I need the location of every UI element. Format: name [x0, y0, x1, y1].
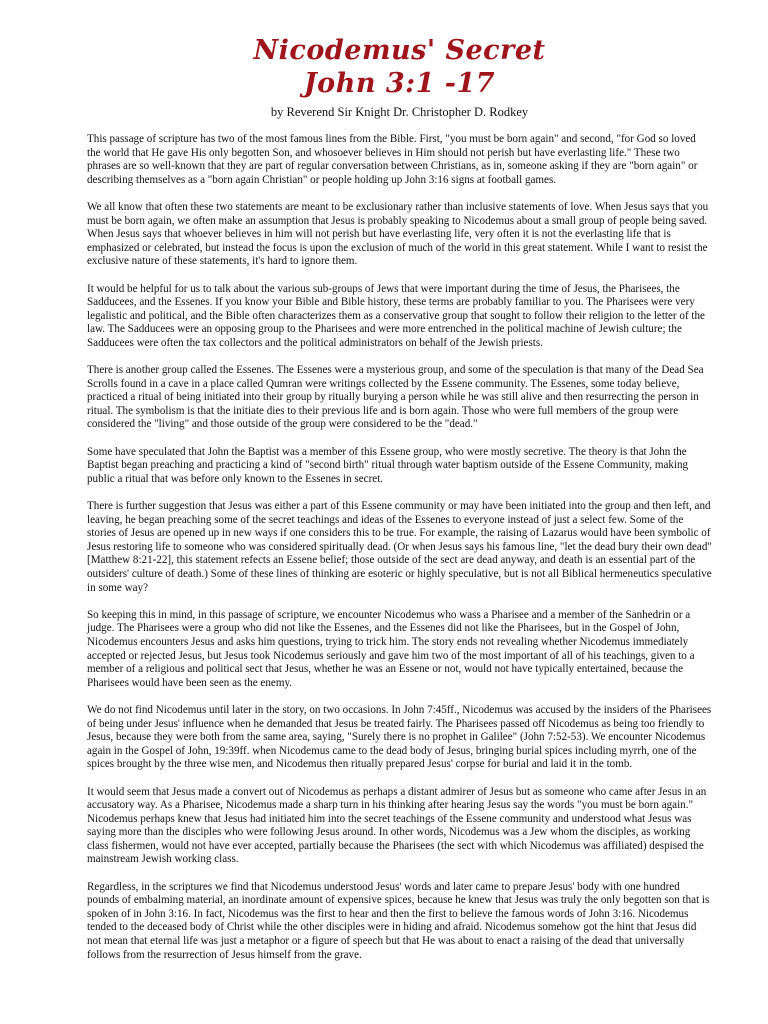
paragraph-7: So keeping this in mind, in this passage of scripture, we encounter Nicodemus who wass a Pharisee and a member of the Sanhedrin or a judge. The Pharisees were a group who did not like the Essenes, and the Essenes did not like the Pharisees, but in the Gospel of John, Nicodemus encounters Jesus and asks him questions, trying to trick him. The story ends not revealing whether Nicodemus immediately accepted or rejected Jesus, but Jesus took Nicodemus seriously and gave him two of the most important of all of his teachings, given to a member of a religious and political sect that Jesus, whether he was an Essene or not, would not have typically entertained, because the Pharisees would have been seen as the enemy. — [87, 608, 695, 689]
paragraph-2: We all know that often these two statements are meant to be exclusionary rather than inclusive statements of love. When Jesus says that you must be born again, we often make an assumption that Jesus is probably speaking to Nicodemus about a small group of people being saved. When Jesus says that whoever believes in him will not perish but have everlasting life, very often it is not the everlasting life that is emphasized or celebrated, but instead the focus is upon the exclusion of much of the world in this great statement. While I want to resist the exclusive nature of these statements, it's hard to ignore them. — [87, 200, 709, 268]
byline: by Reverend Sir Knight Dr. Christopher D. Rodkey — [270, 105, 529, 119]
paragraph-6: There is further suggestion that Jesus was either a part of this Essene community or may have been initiated into the group and then left, and leaving, he began preaching some of the secret teachings and ideas of the Essenes to everyone instead of just a select few. Some of the stories of Jesus are opened up in new ways if one considers this to be true. For example, the raising of Lazarus would have been symbolic of Jesus restoring life to someone who was considered spiritually dead. (Or when Jesus says his famous line, "let the dead bury their own dead" [Matthew 8:21-22], this statement refects an Essene belief; those outside of the sect are dead anyway, and death is an essential part of the outsiders' culture of death.) Some of these lines of thinking are esoteric or highly speculative, but is not all Biblical hermeneutics speculative in some way? — [87, 500, 712, 594]
paragraph-8: We do not find Nicodemus until later in the story, on two occasions. In John 7:45ff., Nicodemus was accused by the insiders of the Pharisees of being under Jesus' influence when he demanded that Jesus be treated fairly. The Pharisees passed off Nicodemus as being too friendly to Jesus, because they were both from the same area, saying, "Surely there is no prophet in Galilee" (John 7:52-53). We encounter Nicodemus again in the Gospel of John, 19:39ff. when Nicodemus came to the dead body of Jesus, bringing burial spices including myrrh, one of the spices brought by the three wise men, and Nicodemus then ritually prepared Jesus' corpse for burial and laid it in the tomb. — [87, 703, 712, 771]
document-title: Nicodemus' Secret — [253, 35, 546, 66]
paragraph-3: It would be helpful for us to talk about the various sub-groups of Jews that were important during the time of Jesus, the Pharisees, the Sadducees, and the Essenes. If you know your Bible and Bible history, these terms are probably familiar to you. The Pharisees were very legalistic and political, and the Bible often characterizes them as a conservative group that sought to follow their religion to the letter of the law. The Sadducees were an opposing group to the Pharisees and were more entrenched in the political machine of Jewish culture; the Sadducees were often the tax collectors and the political administrators on behalf of the Jewish priests. — [87, 282, 705, 349]
paragraph-9: It would seem that Jesus made a convert out of Nicodemus as perhaps a distant admirer of Jesus but as someone who came after Jesus in an accusatory way. As a Pharisee, Nicodemus made a sharp turn in his thinking after hearing Jesus say the words "you must be born again." Nicodemus perhaps knew that Jesus had initiated him into the secret teachings of the Essene community and understood what Jesus was saying more than the disciples who were following Jesus around. In other words, Nicodemus was a Jew whom the disciples, as working class fishermen, would not have ever accepted, partially because the Pharisees (the sect with which Nicodemus was affiliated) despised the mainstream Jewish working class. — [87, 785, 707, 866]
document-subtitle: John 3:1 -17 — [303, 68, 496, 99]
paragraph-10: Regardless, in the scriptures we find that Nicodemus understood Jesus' words and later came to prepare Jesus' body with one hundred pounds of embalming material, an inordinate amount of expensive spices, because he knew that Jesus was truly the only begotten son that is spoken of in John 3:16. In fact, Nicodemus was the first to hear and then the first to believe the famous words of John 3:16. Nicodemus tended to the deceased body of Christ while the other disciples were in hiding and afraid. Nicodemus somehow got the hint that Jesus did not mean that eternal life was just a metaphor or a figure of speech but that He was about to enact a raising of the dead that universally follows from the resurrection of Jesus himself from the grave. — [87, 880, 710, 961]
paragraph-4: There is another group called the Essenes. The Essenes were a mysterious group, and some of the speculation is that many of the Dead Sea Scrolls found in a cave in a place called Qumran were writings collected by the Essene community. The Essenes, some today believe, practiced a ritual of being initiated into their group by ritually burying a person while he was still alive and then resurrecting the person in ritual. The symbolism is that the initiate dies to their previous life and is born again. Those who were full members of the group were considered the "living" and those outside of the group were considered to be the "dead." — [87, 364, 704, 431]
paragraph-1: This passage of scripture has two of the most famous lines from the Bible. First, "you must be born again" and second, "for God so loved the world that He gave His only begotten Son, and whosoever believes in Him should not perish but have everlasting life." These two phrases are so well-known that they are part of regular conversation between Christians, as in, someone asking if they are "born again" or describing themselves as a "born again Christian" or people holding up John 3:16 signs at football games. — [87, 133, 698, 186]
paragraph-5: Some have speculated that John the Baptist was a member of this Essene group, who were mostly secretive. The theory is that John the Baptist began preaching and practicing a kind of "second birth" ritual through water baptism outside of the Essene Community, making public a ritual that was before only known to the Essenes in secret. — [87, 445, 689, 485]
